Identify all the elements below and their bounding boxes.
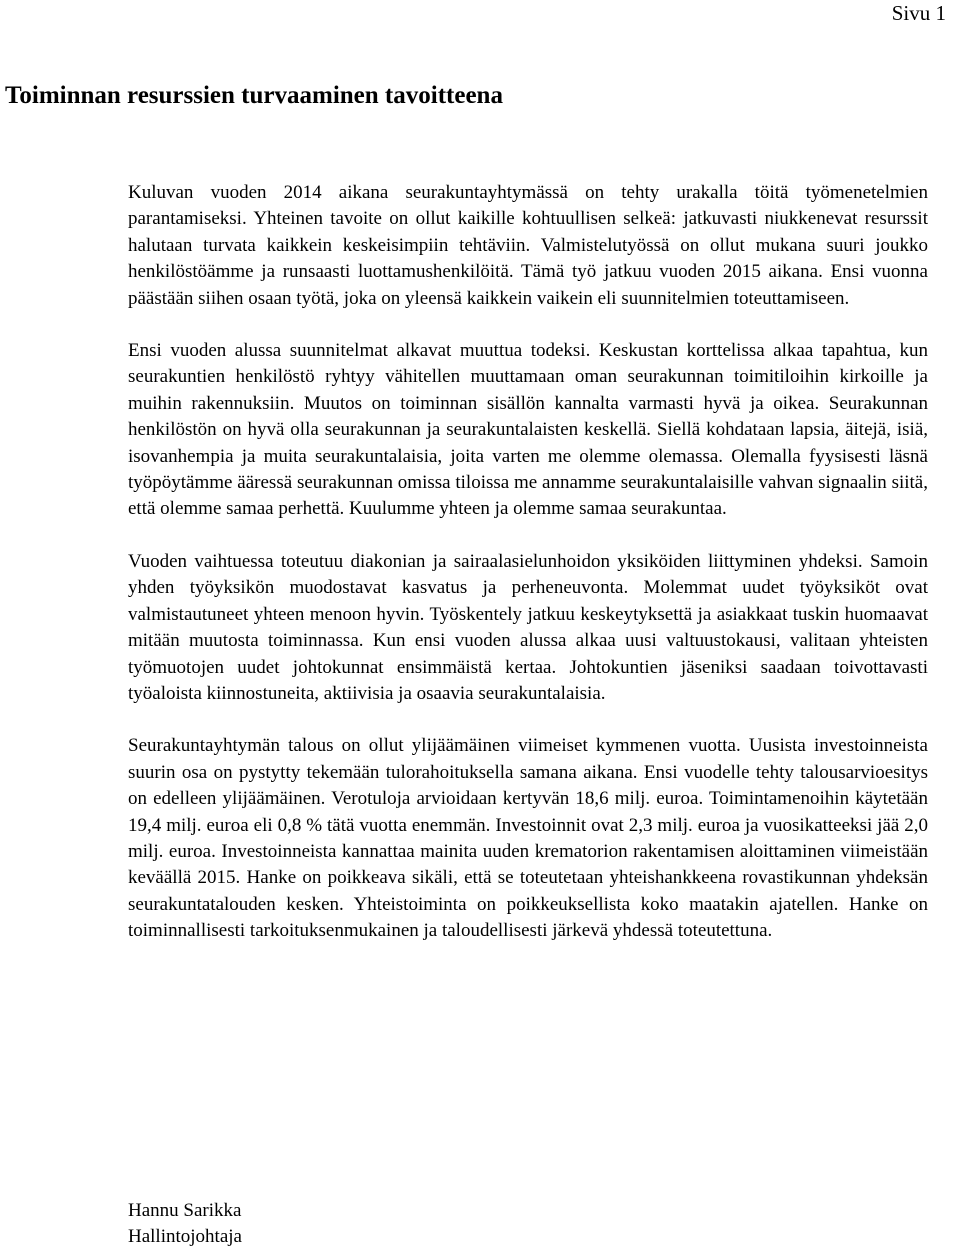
- paragraph-1: Kuluvan vuoden 2014 aikana seurakuntayhtymässä on tehty urakalla töitä työmenetelmien parantamiseksi. Yhteinen tavoite on ollut kaikille kohtuullisen selkeä: jatkuvasti niukkenevat resurssit halutaan turvata kaikkein keskeisimpiin tehtäviin. Valmistelutyössä on ollut mukana suuri joukko henkilöstöämme ja runsaasti luottamushenkilöitä. Tämä työ jatkuu vuoden 2015 aikana. Ensi vuonna päästään siihen osaan työtä, joka on yleensä kaikkein vaikein eli suunnitelmien toteuttamiseen.: [128, 182, 928, 309]
- paragraph-4: Seurakuntayhtymän talous on ollut ylijäämäinen viimeiset kymmenen vuotta. Uusista investoinneista suurin osa on pystytty tekemään tulorahoituksella samana aikana. Ensi vuodelle tehty talousarvioesitys on edelleen ylijäämäinen. Verotuloja arvioidaan kertyvän 18,6 milj. euroa. Toimintamenoihin käytetään 19,4 milj. euroa eli 0,8 % tätä vuotta enemmän. Investoinnit ovat 2,3 milj. euroa ja vuosikatteeksi jää 2,0 milj. euroa. Investoinneista kannattaa mainita uuden krematorion rakentamisen aloittaminen viimeistään keväällä 2015. Hanke on poikkeava sikäli, että se toteutetaan yhteishankkeena rovastikunnan yhdeksän seurakuntatalouden kesken. Yhteistoiminta on poikkeuksellista koko maatakin ajatellen. Hanke on toiminnallisesti tarkoituksenmukainen ja taloudellisesti järkevä yhdessä toteutettuna.: [128, 735, 928, 942]
- document-title: Toiminnan resurssien turvaaminen tavoitteena: [5, 82, 503, 109]
- paragraph-2: Ensi vuoden alussa suunnitelmat alkavat muuttua todeksi. Keskustan korttelissa alkaa tapahtua, kun seurakuntien henkilöstö ryhtyy vähitellen muuttamaan oman seurakunnan toimitiloihin kirkoille ja muihin rakennuksiin. Muutos on toiminnan sisällön kannalta varmasti hyvä ja oikea. Seurakunnan henkilöstön on hyvä olla seurakunnan ja seurakuntalaisten keskellä. Siellä kohdataan lapsia, äitejä, isiä, isovanhempia ja muita seurakuntalaisia, joita varten me olemme olemassa. Olemalla fyysisesti läsnä työpöytämme ääressä seurakunnan omissa tiloissa me annamme seurakuntalaisille vahvan signaalin siitä, että olemme samaa perhettä. Kuulumme yhteen ja olemme samaa seurakuntaa.: [128, 340, 928, 520]
- page-number: Sivu 1: [891, 1, 946, 25]
- signature-block: [128, 1198, 242, 1250]
- signer-role: Hallintojohtaja: [128, 1226, 242, 1247]
- document-body: [128, 180, 928, 971]
- signer-name: Hannu Sarikka: [128, 1200, 242, 1221]
- paragraph-3: Vuoden vaihtuessa toteutuu diakonian ja sairaalasielunhoidon yksiköiden liittyminen yhdeksi. Samoin yhden työyksikön muodostavat kasvatus ja perheneuvonta. Molemmat uudet työyksiköt ovat valmistautuneet yhteen menoon hyvin. Työskentely jatkuu keskeytyksettä ja asiakkaat tuskin huomaavat mitään muutosta toiminnassa. Kun ensi vuoden alussa alkaa uusi valtuustokausi, valitaan yhteisten työmuotojen uudet johtokunnat ensimmäistä kertaa. Johtokuntien jäseniksi saadaan toivottavasti työaloista kiinnostuneita, aktiivisia ja osaavia seurakuntalaisia.: [128, 550, 928, 704]
